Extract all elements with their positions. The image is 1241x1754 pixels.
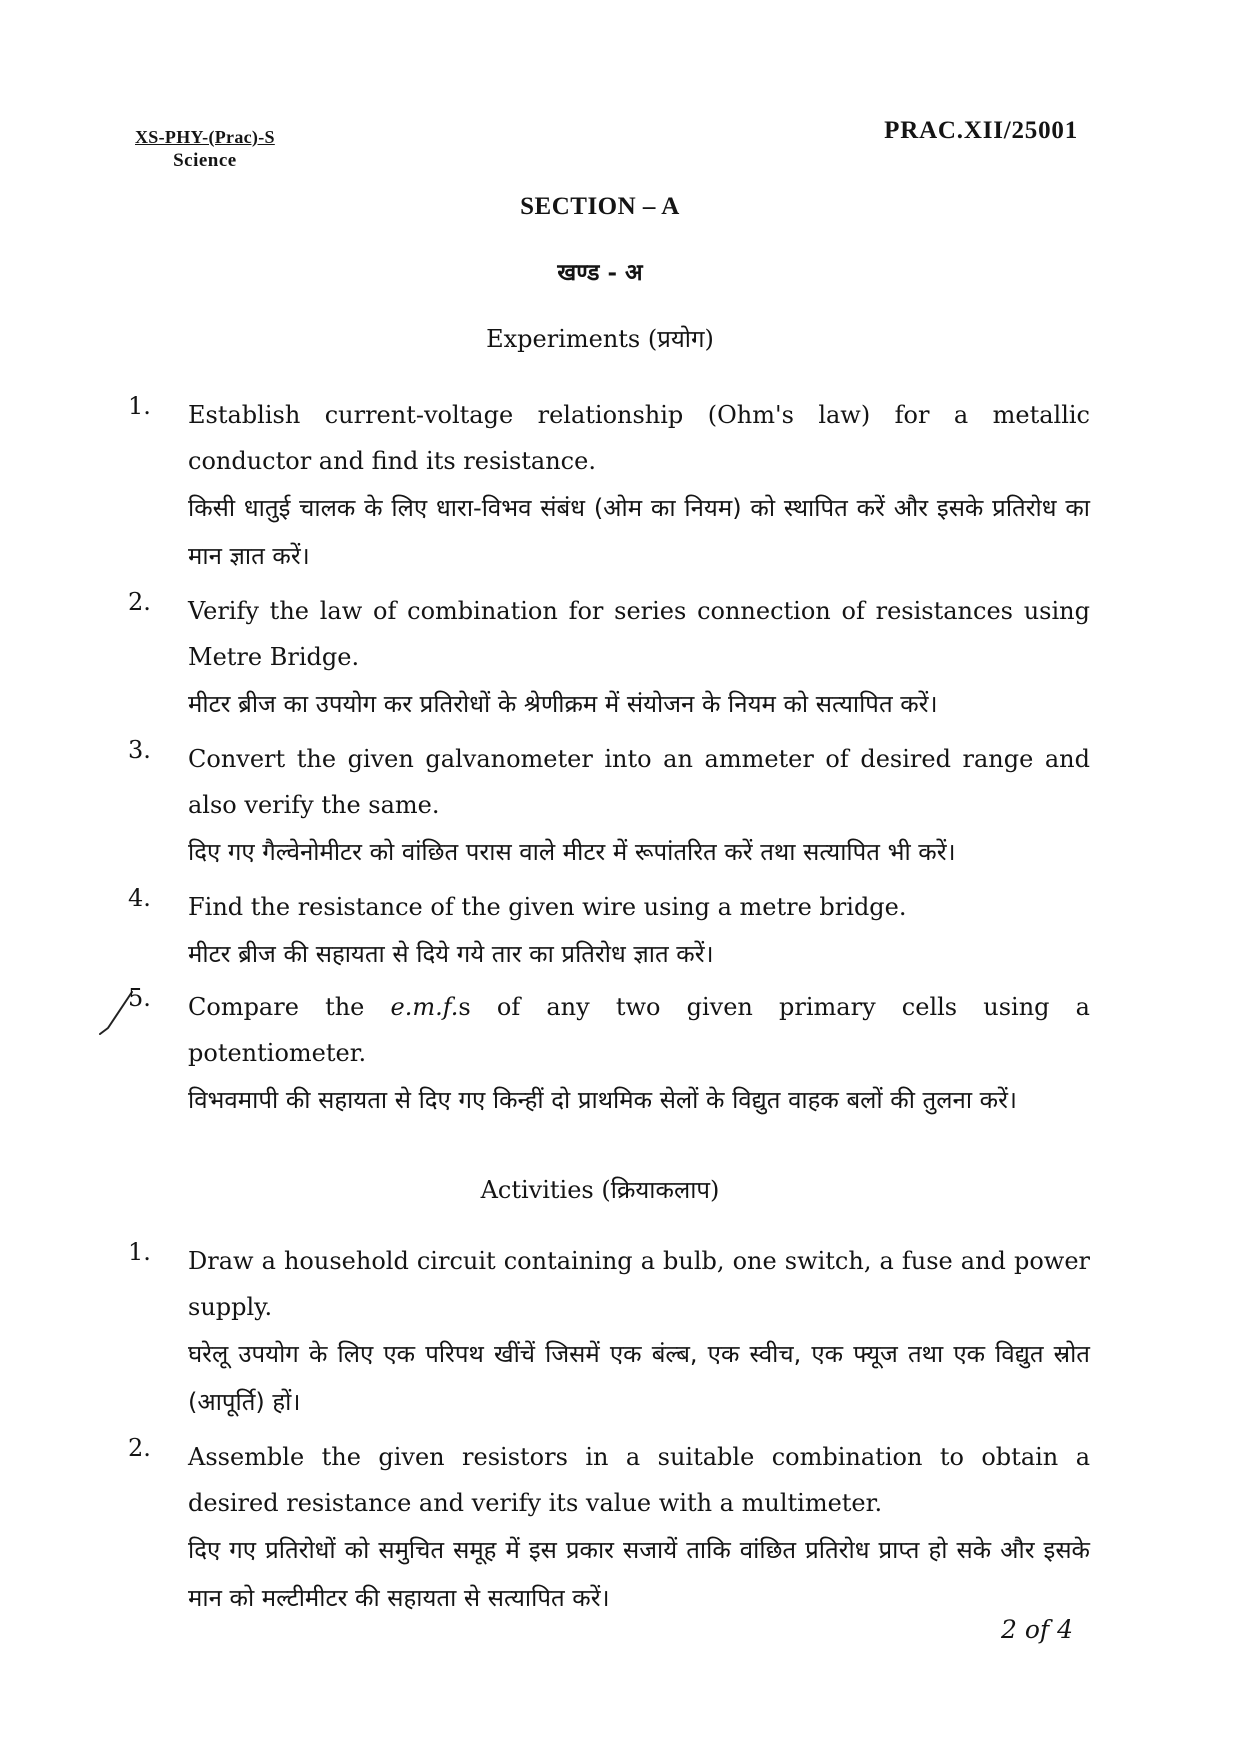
experiments-heading: Experiments (प्रयोग)	[486, 325, 714, 353]
item-text-hindi: किसी धातुई चालक के लिए धारा-विभव संबंध (ओम का नियम) को स्थापित करें और इसके प्रतिरोध का मान ज्ञात करें।	[188, 494, 1090, 570]
experiment-item-3	[128, 736, 1090, 876]
subject-code: XS-PHY-(Prac)-S	[135, 127, 275, 147]
item-number: 2.	[128, 1434, 151, 1462]
activity-item-1	[128, 1238, 1090, 1426]
item-text-english	[188, 984, 1090, 1076]
item-text-english: Find the resistance of the given wire using a metre bridge.	[188, 893, 907, 921]
section-title: SECTION – A	[520, 193, 680, 220]
item-text-hindi: मीटर ब्रीज का उपयोग कर प्रतिरोधों के श्रेणीक्रम में संयोजन के नियम को सत्यापित करें।	[188, 690, 938, 718]
text-after: s of any two given primary cells using a potentiometer.	[188, 993, 1090, 1067]
page-number: 2 of 4	[1000, 1615, 1073, 1644]
item-text-english: Convert the given galvanometer into an ammeter of desired range and also verify the same.	[188, 745, 1090, 819]
paper-header-left	[135, 127, 275, 172]
section-title-hindi: खण्ड - अ	[557, 259, 643, 286]
item-text-english: Establish current-voltage relationship (Ohm's law) for a metallic conductor and find its resistance.	[188, 401, 1090, 475]
paper-code: PRAC.XII/25001	[884, 117, 1078, 144]
item-text-english: Assemble the given resistors in a suitable combination to obtain a desired resistance and verify its value with a multimeter.	[188, 1443, 1090, 1517]
activity-item-2	[128, 1434, 1090, 1622]
item-number: 1.	[128, 1238, 151, 1266]
item-text-english: Verify the law of combination for series connection of resistances using Metre Bridge.	[188, 597, 1090, 671]
item-text-hindi: दिए गए गैल्वेनोमीटर को वांछित परास वाले मीटर में रूपांतरित करें तथा सत्यापित भी करें।	[188, 838, 956, 866]
item-text-hindi: मीटर ब्रीज की सहायता से दिये गये तार का प्रतिरोध ज्ञात करें।	[188, 940, 714, 968]
item-number: 1.	[128, 392, 151, 420]
text-before: Compare the	[188, 993, 391, 1021]
item-text-hindi: विभवमापी की सहायता से दिए गए किन्हीं दो प्राथमिक सेलों के विद्युत वाहक बलों की तुलना करें।	[188, 1086, 1018, 1114]
activities-heading: Activities (क्रियाकलाप)	[480, 1176, 720, 1204]
item-text-hindi: दिए गए प्रतिरोधों को समुचित समूह में इस प्रकार सजायें ताकि वांछित प्रतिरोध प्राप्त हो सके और इसके मान को मल्टीमीटर की सहायता से सत्यापित करें।	[188, 1536, 1090, 1612]
emf-term: e.m.f.	[390, 993, 459, 1021]
stream-label: Science	[173, 150, 237, 171]
item-text-english: Draw a household circuit containing a bulb, one switch, a fuse and power supply.	[188, 1247, 1090, 1321]
experiment-item-1	[128, 392, 1090, 580]
item-number: 4.	[128, 884, 151, 912]
item-text-hindi: घरेलू उपयोग के लिए एक परिपथ खींचें जिसमें एक बंल्ब, एक स्वीच, एक फ्यूज तथा एक विद्युत स्रोत (आपूर्ति) हों।	[188, 1340, 1090, 1416]
item-number: 2.	[128, 588, 151, 616]
item-number: 5.	[128, 984, 151, 1012]
item-number: 3.	[128, 736, 151, 764]
experiment-item-2	[128, 588, 1090, 728]
experiment-item-5	[128, 984, 1090, 1124]
experiment-item-4	[128, 884, 1090, 978]
